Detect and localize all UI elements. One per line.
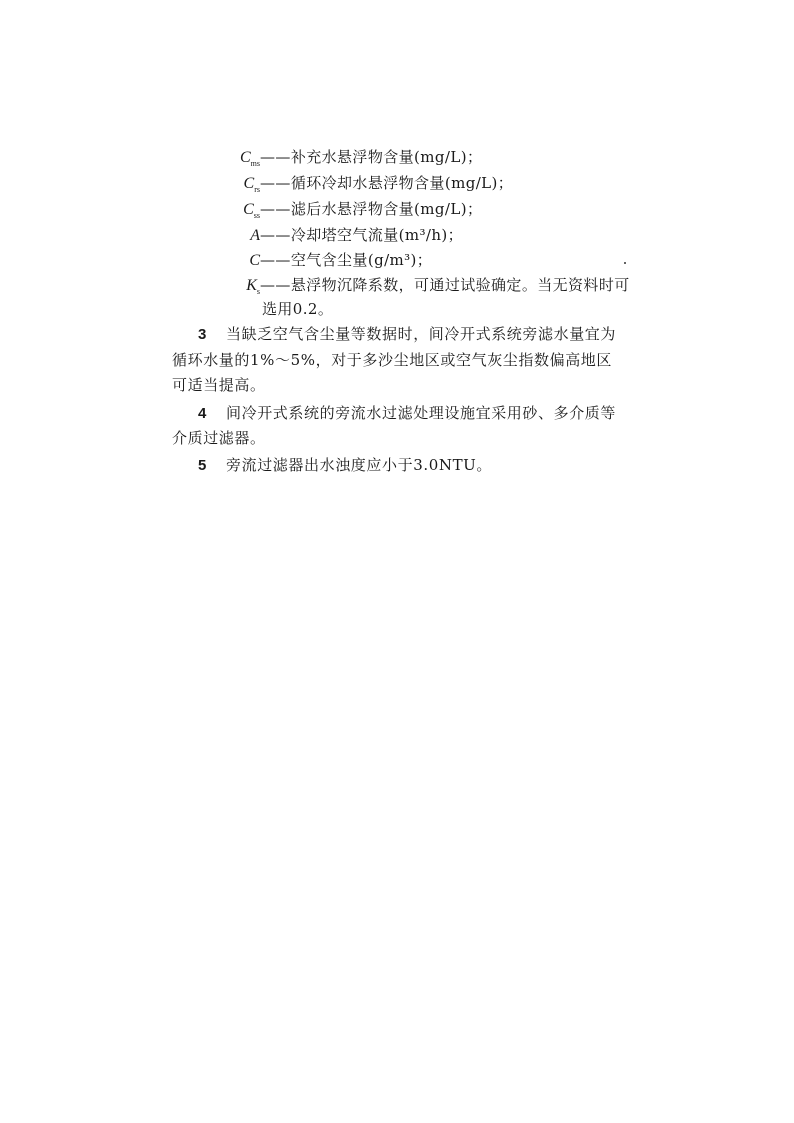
symbol: $C_{rs}$ — [243, 175, 260, 195]
paragraph-3-line-1: 3 当缺乏空气含尘量等数据时，间冷开式系统旁滤水量宜为 — [198, 322, 616, 346]
paragraph-number: 5 — [198, 457, 207, 474]
definition-row — [200, 198, 482, 220]
definition-continuation: 选用0.2。 — [262, 300, 334, 318]
paragraph-number: 4 — [198, 405, 207, 422]
paragraph-3-line-2: 循环水量的1%～5%，对于多沙尘地区或空气灰尘指数偏高地区 — [172, 351, 612, 369]
paragraph-number: 3 — [198, 326, 207, 343]
paragraph-4-line-2: 介质过滤器。 — [172, 429, 266, 447]
paragraph-4-line-1: 4 间冷开式系统的旁流水过滤处理设施宜采用砂、多介质等 — [198, 401, 616, 425]
definition-dash: —— — [260, 276, 291, 294]
paragraph-5-line-1: 5 旁流过滤器出水浊度应小于3.0NTU。 — [198, 453, 492, 477]
symbol: $K_s$ — [246, 277, 260, 297]
symbol: A — [250, 227, 260, 244]
symbol: $C_{ms}$ — [239, 149, 260, 169]
definition-dash: —— — [260, 148, 291, 166]
definition-row — [200, 224, 463, 246]
definition-dash: —— — [260, 251, 291, 269]
symbol: $C_{ss}$ — [243, 201, 260, 221]
paragraph-3-line-3: 可适当提高。 — [172, 376, 266, 394]
definition-text: 冷却塔空气流量(m³/h)； — [290, 226, 464, 244]
definition-dash: —— — [260, 200, 291, 218]
definition-row — [200, 274, 630, 296]
definition-text: 空气含尘量(g/m³)； — [290, 251, 433, 269]
definition-row — [200, 146, 482, 168]
definition-text: 补充水悬浮物含量(mg/L)； — [290, 148, 483, 166]
symbol: C — [249, 252, 260, 269]
definition-row — [200, 249, 432, 271]
definition-text: 循环冷却水悬浮物含量(mg/L)； — [290, 174, 514, 192]
definition-text: 滤后水悬浮物含量(mg/L)； — [290, 200, 483, 218]
definition-dash: —— — [260, 226, 291, 244]
definition-row — [200, 172, 513, 194]
definition-text: 悬浮物沉降系数，可通过试验确定。当无资料时可 — [290, 276, 630, 294]
definition-dash: —— — [260, 174, 291, 192]
scan-speck — [624, 262, 626, 264]
